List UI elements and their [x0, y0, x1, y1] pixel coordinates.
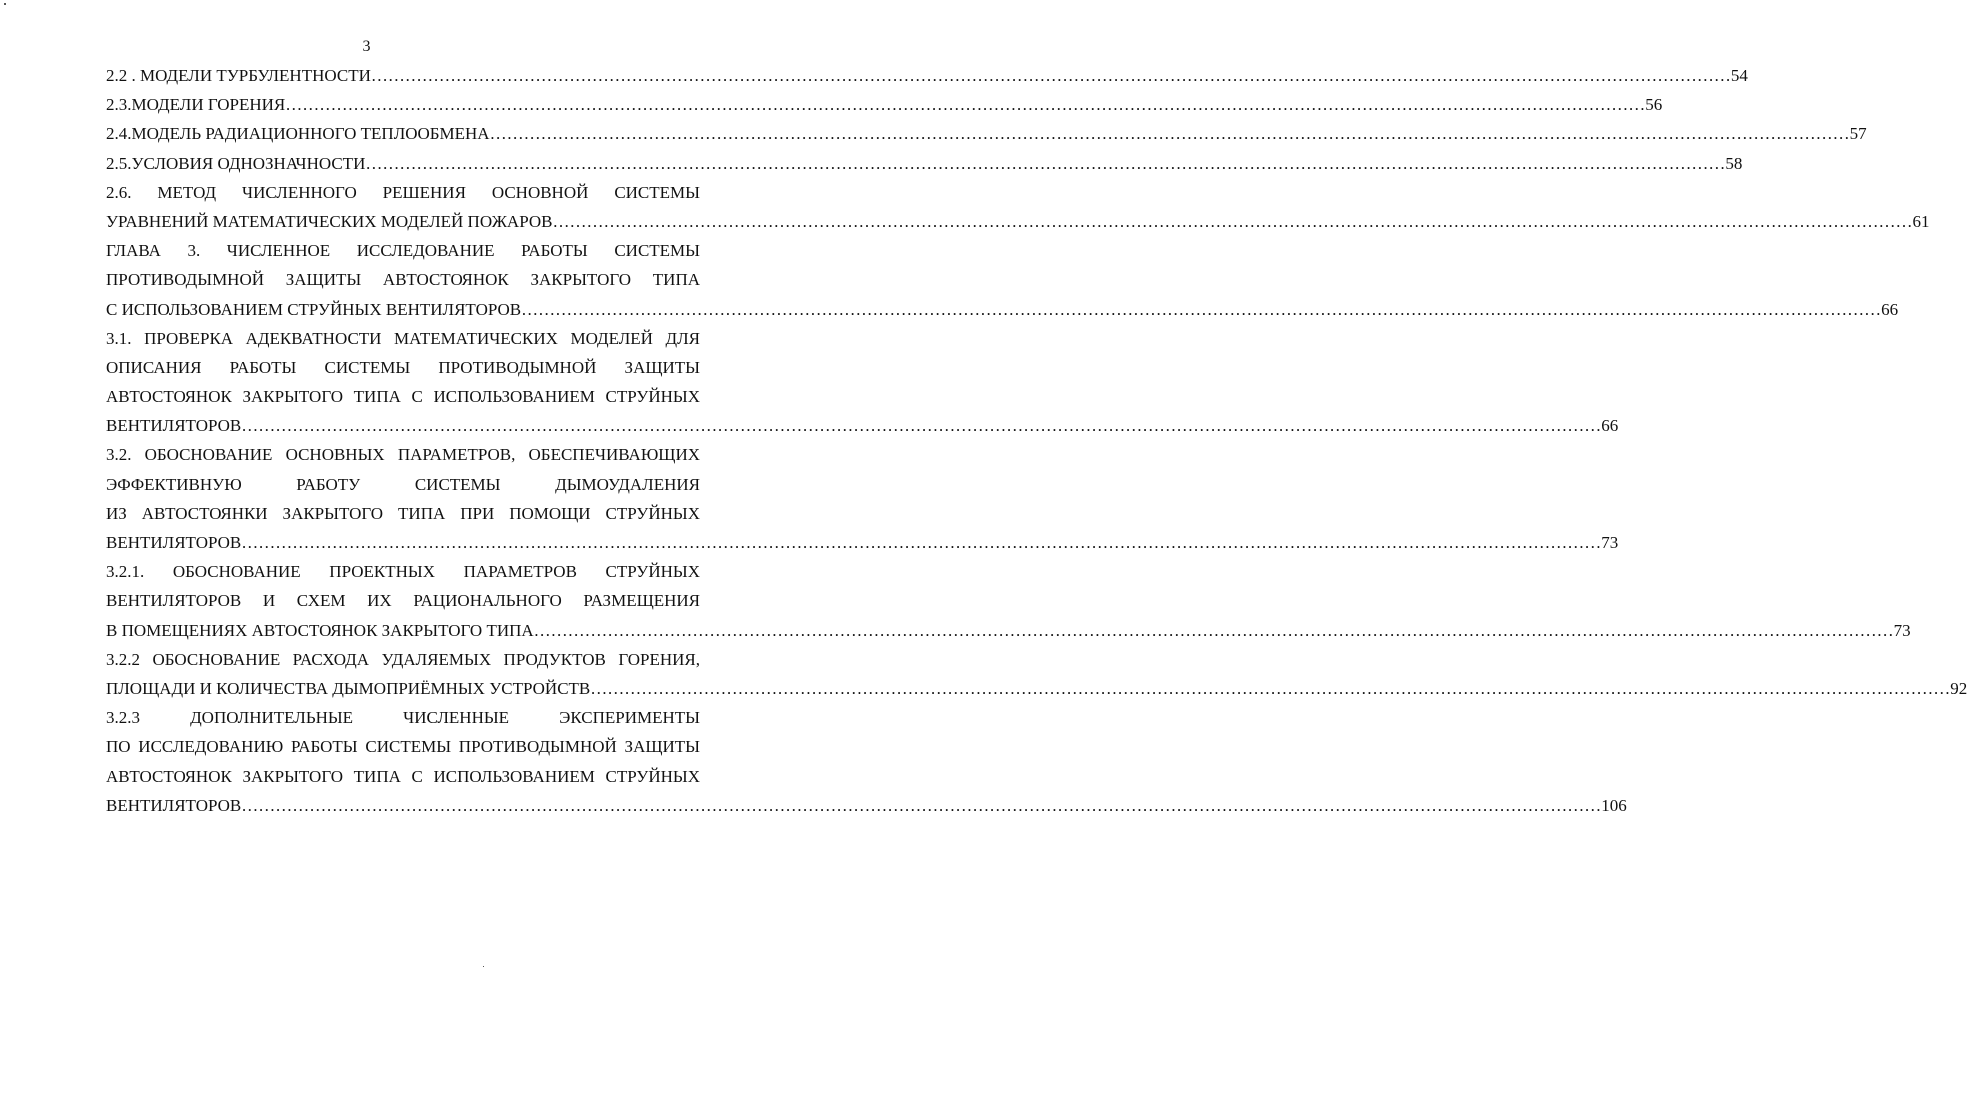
- toc-entry-page: 66: [1601, 416, 1619, 436]
- scan-speck: [4, 3, 6, 5]
- toc-entry-title-line: ОПИСАНИЯ РАБОТЫ СИСТЕМЫ ПРОТИВОДЫМНОЙ ЗАЩИТЫ: [106, 357, 700, 377]
- toc-entry-title-line: С ИСПОЛЬЗОВАНИЕМ СТРУЙНЫХ ВЕНТИЛЯТОРОВ: [106, 299, 522, 319]
- toc-entry-title-line: УРАВНЕНИЙ МАТЕМАТИЧЕСКИХ МОДЕЛЕЙ ПОЖАРОВ: [106, 211, 553, 231]
- toc-entry-title-line: ПРОТИВОДЫМНОЙ ЗАЩИТЫ АВТОСТОЯНОК ЗАКРЫТОГО ТИПА: [106, 270, 700, 290]
- toc-entry-title-line: 2.3.МОДЕЛИ ГОРЕНИЯ: [106, 95, 286, 115]
- toc-entry-title-line: ВЕНТИЛЯТОРОВ И СХЕМ ИХ РАЦИОНАЛЬНОГО РАЗМЕЩЕНИЯ: [106, 591, 700, 611]
- toc-entry: 2.3.МОДЕЛИ ГОРЕНИЯ …………………………………………………………………………………………………………………………………………………………………………………………………………………… 56: [106, 90, 700, 119]
- toc-entry-page: 73: [1601, 533, 1619, 552]
- toc-entry-page: 66: [1881, 299, 1899, 319]
- toc-entry-page: 92: [1950, 678, 1967, 698]
- toc-entry-page: 58: [1725, 153, 1743, 173]
- toc-entry-title-line: 3.2.1. ОБОСНОВАНИЕ ПРОЕКТНЫХ ПАРАМЕТРОВ СТРУЙНЫХ: [106, 562, 700, 582]
- toc-entry-title-line: 3.2. ОБОСНОВАНИЕ ОСНОВНЫХ ПАРАМЕТРОВ, ОБЕСПЕЧИВАЮЩИХ: [106, 445, 700, 465]
- toc-entry: 2.5.УСЛОВИЯ ОДНОЗНАЧНОСТИ …………………………………………………………………………………………………………………………………………………………………………………………………………………… 58: [106, 149, 700, 178]
- toc-entry-title-line: АВТОСТОЯНОК ЗАКРЫТОГО ТИПА С ИСПОЛЬЗОВАНИЕМ СТРУЙНЫХ: [106, 766, 700, 786]
- toc-entry: 3.2.3 ДОПОЛНИТЕЛЬНЫЕ ЧИСЛЕННЫЕ ЭКСПЕРИМЕНТЫ ПО ИССЛЕДОВАНИЮ РАБОТЫ СИСТЕМЫ ПРОТИВОДЫМНОЙ ЗАЩИТЫ АВТОСТОЯНОК ЗАКРЫТОГО ТИПА С ИСПОЛЬЗОВАНИЕМ СТРУЙНЫХ ВЕНТИЛЯТОРОВ …………………………………………………………………………………………………………………………………………………………………………………………………………………… 106: [106, 703, 700, 820]
- toc-entry-title-line: ВЕНТИЛЯТОРОВ: [106, 416, 242, 436]
- toc-entry: ГЛАВА 3. ЧИСЛЕННОЕ ИССЛЕДОВАНИЕ РАБОТЫ СИСТЕМЫ ПРОТИВОДЫМНОЙ ЗАЩИТЫ АВТОСТОЯНОК ЗАКРЫТОГО ТИПА С ИСПОЛЬЗОВАНИЕМ СТРУЙНЫХ ВЕНТИЛЯТОРОВ …………………………………………………………………………………………………………………………………………………………………………………………………………………… 66: [106, 236, 700, 324]
- toc-entry-page: 61: [1912, 211, 1930, 231]
- toc-entry-title-line: 2.5.УСЛОВИЯ ОДНОЗНАЧНОСТИ: [106, 153, 366, 173]
- toc-entry-title-line: ИЗ АВТОСТОЯНКИ ЗАКРЫТОГО ТИПА ПРИ ПОМОЩИ СТРУЙНЫХ: [106, 503, 700, 523]
- toc-entry-title-line: АВТОСТОЯНОК ЗАКРЫТОГО ТИПА С ИСПОЛЬЗОВАНИЕМ СТРУЙНЫХ: [106, 387, 700, 407]
- toc-entry-page: 106: [1601, 795, 1627, 815]
- toc-entry-page: 54: [1730, 66, 1748, 85]
- toc-entry-title-line: ГЛАВА 3. ЧИСЛЕННОЕ ИССЛЕДОВАНИЕ РАБОТЫ СИСТЕМЫ: [106, 241, 700, 261]
- toc-entry-title-line: ВЕНТИЛЯТОРОВ: [106, 533, 242, 552]
- page-number: 3: [362, 38, 371, 55]
- toc-entry-title-line: ЭФФЕКТИВНУЮ РАБОТУ СИСТЕМЫ ДЫМОУДАЛЕНИЯ: [106, 474, 700, 494]
- toc-entry-title-line: ВЕНТИЛЯТОРОВ: [106, 795, 242, 815]
- toc-entry-title-line: 2.2 . МОДЕЛИ ТУРБУЛЕНТНОСТИ: [106, 66, 371, 85]
- toc-entry: 2.2 . МОДЕЛИ ТУРБУЛЕНТНОСТИ …………………………………………………………………………………………………………………………………………………………………………………………………………………… 54: [106, 61, 700, 90]
- toc-entry: 3.2.2 ОБОСНОВАНИЕ РАСХОДА УДАЛЯЕМЫХ ПРОДУКТОВ ГОРЕНИЯ, ПЛОЩАДИ И КОЛИЧЕСТВА ДЫМОПРИЁМНЫХ УСТРОЙСТВ …………………………………………………………………………………………………………………………………………………………………………………………………………………… 92: [106, 645, 700, 703]
- toc-entry-title-line: 3.1. ПРОВЕРКА АДЕКВАТНОСТИ МАТЕМАТИЧЕСКИХ МОДЕЛЕЙ ДЛЯ: [106, 328, 700, 348]
- toc-entry-title-line: ПО ИССЛЕДОВАНИЮ РАБОТЫ СИСТЕМЫ ПРОТИВОДЫМНОЙ ЗАЩИТЫ: [106, 737, 700, 757]
- toc-entry-page: 57: [1849, 124, 1867, 144]
- toc-entry-title-line: 2.6. МЕТОД ЧИСЛЕННОГО РЕШЕНИЯ ОСНОВНОЙ СИСТЕМЫ: [106, 182, 700, 202]
- toc-entry-title-line: 3.2.3 ДОПОЛНИТЕЛЬНЫЕ ЧИСЛЕННЫЕ ЭКСПЕРИМЕНТЫ: [106, 708, 700, 728]
- scan-speck: [483, 966, 484, 967]
- toc-entry-page: 73: [1893, 620, 1911, 640]
- table-of-contents: [106, 61, 1967, 820]
- toc-entry: 3.2.1. ОБОСНОВАНИЕ ПРОЕКТНЫХ ПАРАМЕТРОВ СТРУЙНЫХ ВЕНТИЛЯТОРОВ И СХЕМ ИХ РАЦИОНАЛЬНОГО РАЗМЕЩЕНИЯ В ПОМЕЩЕНИЯХ АВТОСТОЯНОК ЗАКРЫТОГО ТИПА …………………………………………………………………………………………………………………………………………………………………………………………………………………… 73: [106, 557, 700, 645]
- toc-entry-title-line: 2.4.МОДЕЛЬ РАДИАЦИОННОГО ТЕПЛООБМЕНА: [106, 124, 490, 144]
- toc-entry: 3.1. ПРОВЕРКА АДЕКВАТНОСТИ МАТЕМАТИЧЕСКИХ МОДЕЛЕЙ ДЛЯ ОПИСАНИЯ РАБОТЫ СИСТЕМЫ ПРОТИВОДЫМНОЙ ЗАЩИТЫ АВТОСТОЯНОК ЗАКРЫТОГО ТИПА С ИСПОЛЬЗОВАНИЕМ СТРУЙНЫХ ВЕНТИЛЯТОРОВ …………………………………………………………………………………………………………………………………………………………………………………………………………………… 66: [106, 324, 700, 441]
- toc-entry-title-line: ПЛОЩАДИ И КОЛИЧЕСТВА ДЫМОПРИЁМНЫХ УСТРОЙСТВ: [106, 678, 591, 698]
- toc-entry-page: 56: [1645, 95, 1663, 115]
- toc-entry-title-line: 3.2.2 ОБОСНОВАНИЕ РАСХОДА УДАЛЯЕМЫХ ПРОДУКТОВ ГОРЕНИЯ,: [106, 649, 700, 669]
- toc-entry: 3.2. ОБОСНОВАНИЕ ОСНОВНЫХ ПАРАМЕТРОВ, ОБЕСПЕЧИВАЮЩИХ ЭФФЕКТИВНУЮ РАБОТУ СИСТЕМЫ ДЫМОУДАЛЕНИЯ ИЗ АВТОСТОЯНКИ ЗАКРЫТОГО ТИПА ПРИ ПОМОЩИ СТРУЙНЫХ ВЕНТИЛЯТОРОВ …………………………………………………………………………………………………………………………………………………………………………………………………………………… 73: [106, 440, 700, 557]
- toc-entry: 2.6. МЕТОД ЧИСЛЕННОГО РЕШЕНИЯ ОСНОВНОЙ СИСТЕМЫ УРАВНЕНИЙ МАТЕМАТИЧЕСКИХ МОДЕЛЕЙ ПОЖАРОВ …………………………………………………………………………………………………………………………………………………………………………………………………………………… 61: [106, 178, 700, 236]
- toc-entry: 2.4.МОДЕЛЬ РАДИАЦИОННОГО ТЕПЛООБМЕНА …………………………………………………………………………………………………………………………………………………………………………………………………………………… 57: [106, 119, 700, 148]
- toc-entry-title-line: В ПОМЕЩЕНИЯХ АВТОСТОЯНОК ЗАКРЫТОГО ТИПА: [106, 620, 534, 640]
